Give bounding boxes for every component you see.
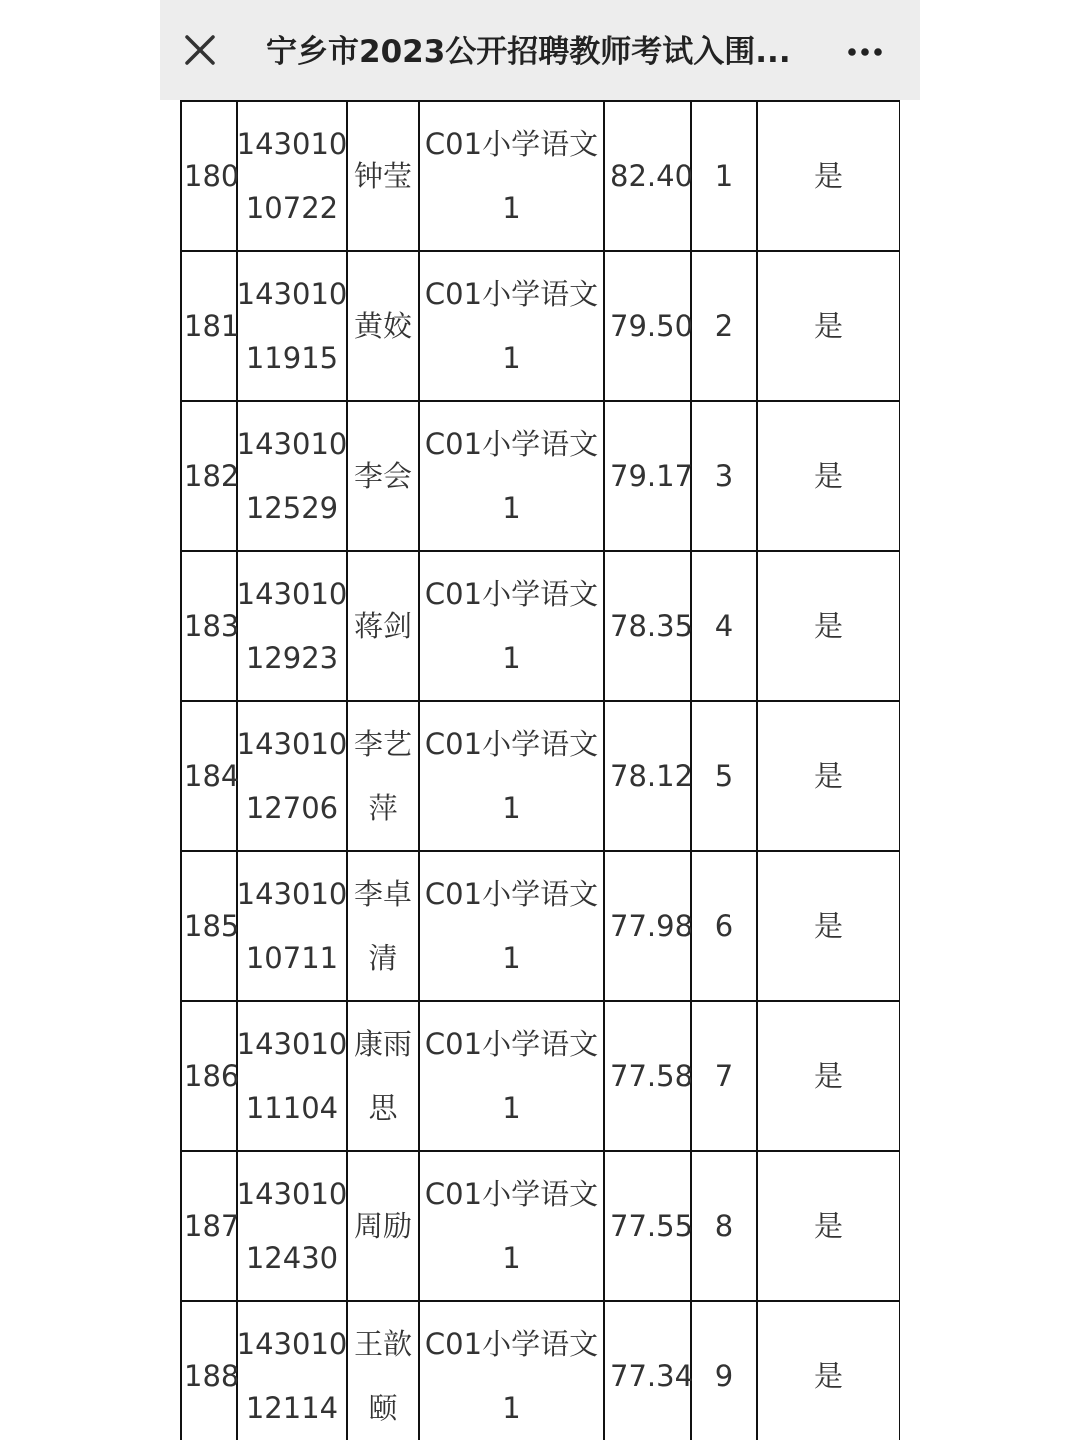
cell-serial-number bbox=[181, 1151, 240, 1301]
rank-value: 8 bbox=[714, 1209, 734, 1243]
position-line1: C01小学语文 bbox=[424, 877, 599, 911]
rank-value: 3 bbox=[714, 459, 734, 493]
cell-position bbox=[419, 551, 604, 701]
serial-number: 186 bbox=[184, 1059, 240, 1093]
cell-position bbox=[419, 701, 604, 851]
name-line2: 清 bbox=[368, 941, 398, 975]
score-value: 77.34 bbox=[610, 1359, 694, 1393]
cell-serial-number bbox=[181, 251, 240, 401]
cell-serial-number bbox=[181, 1301, 240, 1440]
exam-id-part2: 10711 bbox=[245, 941, 339, 975]
score-value: 78.12 bbox=[610, 759, 694, 793]
cell-rank bbox=[691, 251, 757, 401]
cell-name bbox=[347, 401, 419, 551]
name-line2: 萍 bbox=[368, 791, 398, 825]
results-table-container[interactable] bbox=[180, 100, 900, 1440]
cell-name bbox=[347, 1001, 419, 1151]
position-line2: 1 bbox=[502, 1091, 521, 1125]
cell-serial-number bbox=[181, 401, 240, 551]
exam-id-part2: 10722 bbox=[245, 191, 339, 225]
serial-number: 180 bbox=[184, 159, 240, 193]
qualified-value: 是 bbox=[813, 1209, 843, 1243]
name-line1: 王歆 bbox=[353, 1327, 412, 1361]
cell-qualified bbox=[757, 1151, 900, 1301]
cell-position bbox=[419, 851, 604, 1001]
table-row bbox=[181, 251, 900, 401]
top-nav-bar bbox=[160, 0, 920, 100]
cell-position bbox=[419, 1151, 604, 1301]
cell-qualified bbox=[757, 101, 900, 251]
cell-score bbox=[604, 1301, 694, 1440]
position-line1: C01小学语文 bbox=[424, 577, 599, 611]
exam-id-part1: 143010 bbox=[236, 727, 348, 761]
table-row bbox=[181, 401, 900, 551]
close-icon[interactable] bbox=[178, 28, 222, 72]
cell-serial-number bbox=[181, 851, 240, 1001]
rank-value: 6 bbox=[714, 909, 734, 943]
cell-rank bbox=[691, 1151, 757, 1301]
exam-id-part1: 143010 bbox=[236, 1027, 348, 1061]
cell-score bbox=[604, 101, 694, 251]
cell-position bbox=[419, 1001, 604, 1151]
name-line2: 思 bbox=[368, 1091, 398, 1125]
name-text: 钟莹 bbox=[353, 159, 412, 193]
score-value: 77.55 bbox=[610, 1209, 694, 1243]
score-value: 77.58 bbox=[610, 1059, 694, 1093]
exam-id-part1: 143010 bbox=[236, 277, 348, 311]
name-text: 黄姣 bbox=[353, 309, 412, 343]
serial-number: 187 bbox=[184, 1209, 240, 1243]
rank-value: 1 bbox=[714, 159, 734, 193]
name-line1: 李艺 bbox=[353, 727, 412, 761]
page-title: 宁乡市2023公开招聘教师考试入围... bbox=[266, 34, 791, 70]
score-value: 79.17 bbox=[610, 459, 694, 493]
cell-name bbox=[347, 251, 419, 401]
rank-value: 9 bbox=[714, 1359, 734, 1393]
qualified-value: 是 bbox=[813, 759, 843, 793]
cell-exam-id bbox=[237, 1301, 347, 1440]
qualified-value: 是 bbox=[813, 309, 843, 343]
cell-score bbox=[604, 701, 694, 851]
rank-value: 2 bbox=[714, 309, 734, 343]
rank-value: 7 bbox=[714, 1059, 734, 1093]
cell-qualified bbox=[757, 1301, 900, 1440]
cell-position bbox=[419, 251, 604, 401]
cell-rank bbox=[691, 101, 757, 251]
cell-serial-number bbox=[181, 551, 240, 701]
cell-score bbox=[604, 551, 694, 701]
cell-exam-id bbox=[237, 1151, 347, 1301]
exam-id-part2: 12529 bbox=[245, 491, 339, 525]
table-row bbox=[181, 1151, 900, 1301]
position-line2: 1 bbox=[502, 641, 521, 675]
name-line1: 李卓 bbox=[353, 877, 412, 911]
cell-name bbox=[347, 101, 419, 251]
rank-value: 5 bbox=[714, 759, 734, 793]
name-text: 蒋剑 bbox=[353, 609, 412, 643]
exam-id-part1: 143010 bbox=[236, 1177, 348, 1211]
cell-qualified bbox=[757, 851, 900, 1001]
serial-number: 185 bbox=[184, 909, 240, 943]
cell-position bbox=[419, 101, 604, 251]
exam-id-part2: 11104 bbox=[245, 1091, 339, 1125]
score-value: 82.40 bbox=[610, 159, 694, 193]
position-line1: C01小学语文 bbox=[424, 127, 599, 161]
serial-number: 188 bbox=[184, 1359, 240, 1393]
position-line2: 1 bbox=[502, 491, 521, 525]
cell-exam-id bbox=[237, 401, 347, 551]
exam-id-part2: 11915 bbox=[245, 341, 339, 375]
cell-exam-id bbox=[237, 251, 347, 401]
position-line1: C01小学语文 bbox=[424, 427, 599, 461]
cell-serial-number bbox=[181, 1001, 240, 1151]
exam-id-part2: 12430 bbox=[245, 1241, 339, 1275]
cell-qualified bbox=[757, 551, 900, 701]
exam-id-part1: 143010 bbox=[236, 427, 348, 461]
cell-rank bbox=[691, 1001, 757, 1151]
position-line2: 1 bbox=[502, 1391, 521, 1425]
cell-exam-id bbox=[237, 1001, 347, 1151]
serial-number: 181 bbox=[184, 309, 240, 343]
name-text: 李会 bbox=[353, 459, 412, 493]
cell-exam-id bbox=[237, 101, 347, 251]
name-text: 周励 bbox=[353, 1209, 412, 1243]
cell-rank bbox=[691, 401, 757, 551]
cell-position bbox=[419, 1301, 604, 1440]
table-row bbox=[181, 1301, 900, 1440]
position-line2: 1 bbox=[502, 1241, 521, 1275]
position-line2: 1 bbox=[502, 941, 521, 975]
qualified-value: 是 bbox=[813, 609, 843, 643]
rank-value: 4 bbox=[714, 609, 734, 643]
qualified-value: 是 bbox=[813, 1359, 843, 1393]
cell-exam-id bbox=[237, 851, 347, 1001]
cell-score bbox=[604, 1151, 694, 1301]
exam-id-part1: 143010 bbox=[236, 577, 348, 611]
cell-name bbox=[347, 551, 419, 701]
table-row bbox=[181, 551, 900, 701]
cell-exam-id bbox=[237, 701, 347, 851]
serial-number: 182 bbox=[184, 459, 240, 493]
position-line2: 1 bbox=[502, 791, 521, 825]
results-table bbox=[180, 100, 900, 1440]
qualified-value: 是 bbox=[813, 1059, 843, 1093]
position-line1: C01小学语文 bbox=[424, 1327, 599, 1361]
cell-score bbox=[604, 251, 694, 401]
table-row bbox=[181, 101, 900, 251]
cell-name bbox=[347, 1301, 419, 1440]
qualified-value: 是 bbox=[813, 909, 843, 943]
cell-qualified bbox=[757, 701, 900, 851]
position-line2: 1 bbox=[502, 191, 521, 225]
qualified-value: 是 bbox=[813, 159, 843, 193]
cell-name bbox=[347, 1151, 419, 1301]
more-dots-icon[interactable] bbox=[840, 32, 890, 72]
position-line1: C01小学语文 bbox=[424, 1177, 599, 1211]
table-row bbox=[181, 701, 900, 851]
qualified-value: 是 bbox=[813, 459, 843, 493]
cell-position bbox=[419, 401, 604, 551]
name-line2: 颐 bbox=[368, 1391, 398, 1425]
cell-rank bbox=[691, 701, 757, 851]
exam-id-part1: 143010 bbox=[236, 1327, 348, 1361]
score-value: 79.50 bbox=[610, 309, 694, 343]
table-row bbox=[181, 851, 900, 1001]
cell-rank bbox=[691, 551, 757, 701]
cell-score bbox=[604, 1001, 694, 1151]
position-line1: C01小学语文 bbox=[424, 727, 599, 761]
serial-number: 183 bbox=[184, 609, 240, 643]
exam-id-part1: 143010 bbox=[236, 877, 348, 911]
cell-rank bbox=[691, 1301, 757, 1440]
exam-id-part2: 12706 bbox=[245, 791, 339, 825]
serial-number: 184 bbox=[184, 759, 240, 793]
score-value: 78.35 bbox=[610, 609, 694, 643]
table-row bbox=[181, 1001, 900, 1151]
cell-rank bbox=[691, 851, 757, 1001]
cell-name bbox=[347, 851, 419, 1001]
position-line1: C01小学语文 bbox=[424, 277, 599, 311]
cell-name bbox=[347, 701, 419, 851]
cell-serial-number bbox=[181, 101, 240, 251]
cell-score bbox=[604, 401, 694, 551]
cell-score bbox=[604, 851, 694, 1001]
position-line1: C01小学语文 bbox=[424, 1027, 599, 1061]
exam-id-part2: 12923 bbox=[245, 641, 339, 675]
position-line2: 1 bbox=[502, 341, 521, 375]
score-value: 77.98 bbox=[610, 909, 694, 943]
name-line1: 康雨 bbox=[353, 1027, 412, 1061]
exam-id-part1: 143010 bbox=[236, 127, 348, 161]
cell-qualified bbox=[757, 1001, 900, 1151]
cell-qualified bbox=[757, 401, 900, 551]
exam-id-part2: 12114 bbox=[245, 1391, 339, 1425]
cell-serial-number bbox=[181, 701, 240, 851]
cell-qualified bbox=[757, 251, 900, 401]
cell-exam-id bbox=[237, 551, 347, 701]
